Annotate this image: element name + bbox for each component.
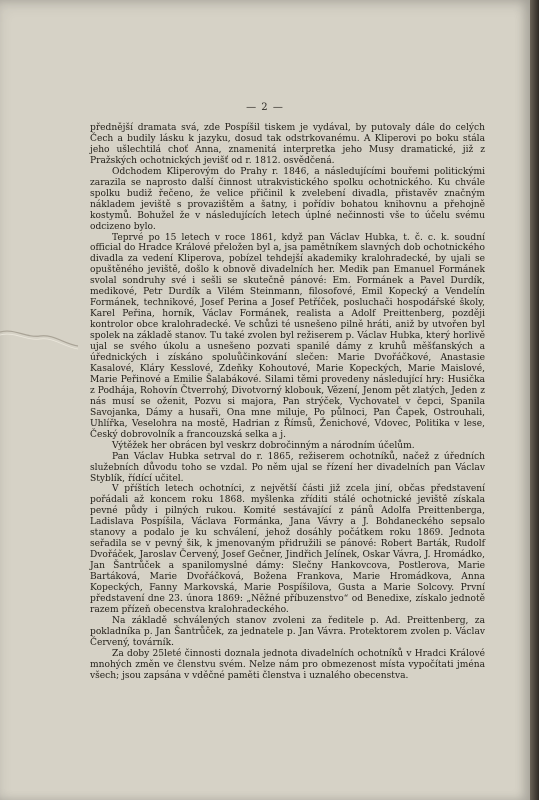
- paragraph: V příštích letech ochotníci, z největší části již zcela jiní, občas představení pořádali až koncem roku 1868. myšlenka zříditi stálé ochotnické jeviště získala pevné půdy i pilných rukou. Komité sestávající z pánů Adolfa Preittenberga, Ladislava Pospíšila, Václava Formánka, Jana Vávry a J. Bohdaneckého sepsalo stanovy a podalo je ku schválení, jehož dosáhly počátkem roku 1869. Jednota seřadila se v pevný šik, k jmenovaným přidružili se pánové: Robert Barták, Rudolf Dvořáček, Jaroslav Červený, Josef Gečner, Jindřich Jelínek, Oskar Vávra, J. Hromádko, Jan Šantrůček a spanilomyslné dámy: Slečny Hankovcova, Postlerova, Marie Bartáková, Marie Dvořáčková, Božena Frankova, Marie Hromádkova, Anna Kopeckých, Fanny Markovská, Marie Pospíšilova, Gusta a Marie Solcovy. První představení dne 23. února 1869: „Něžné příbuzenstvo“ od Benedixe, získalo jednotě razem přízeň obecenstva kralohradeckého.: [90, 484, 485, 615]
- paragraph: Odchodem Kliperovým do Prahy r. 1846, a následujícími bouřemi politickými zarazila se naprosto další činnost utrakvistického spolku ochotnického. Ku chvále spolku budiž řečeno, že velice přičinil k zvelebení divadla, přistavěv značným nákladem jeviště s provazištěm a šatny, i pořídiv bohatou knihovnu a přehojně kostymů. Bohužel že v následujících letech úplné nečinnosti vše to účelu svému odcizeno bylo.: [90, 166, 485, 232]
- paragraph: Výtěžek her obrácen byl veskrz dobročinným a národním účelům.: [112, 440, 415, 451]
- paragraph: Na základě schválených stanov zvoleni za ředitele p. Ad. Preittenberg, za pokladníka p. Jan Šantrůček, za jednatele p. Jan Vávra. Protektorem zvolen p. Václav Červený, továrník.: [90, 615, 485, 648]
- paragraph: Za doby 25leté činnosti doznala jednota divadelních ochotníků v Hradci Králové mnohých změn ve členstvu svém. Nelze nám pro obmezenost místa vypočítati jména všech; jsou zapsána v vděčné paměti členstva i uznalého obecenstva.: [90, 648, 485, 681]
- paragraph: Teprvé po 15 letech v roce 1861, když pan Václav Hubka, t. č. c. k. soudní official do Hradce Králové přeložen byl a, jsa pamětníkem slavných dob ochotnického divadla za vedení Kliperova, pobízel tehdejší akademiky kralohradecké, by ujali se opuštěného jeviště, došlo k obnově divadelních her. Medik pan Emanuel Formánek svolal sondruhy své i sešli se skutečně pánové: Em. Formánek a Pavel Durdík, medikové, Petr Durdík a Vilém Steinmann, filosofové, Emil Kopecký a Vendelín Formánek, technikové, Josef Perina a Josef Petříček, posluchači hospodářské školy, Karel Peřina, horník, Václav Formánek, realista a Adolf Preittenberg, později kontrolor obce kralohradecké. Ve schůzi té usnešeno pilně hráti, aniž by utvořen byl spolek na základě stanov. Tu také zvolen byl režiserem p. Václav Hubka, který horlivě ujal se svého úkolu a usnešeno pozvati spanilé dámy z kruhů měšťanských a úřednických i získáno spoluůčinkování slečen: Marie Dvořáčkové, Anastasie Kasalové, Kláry Kesslové, Zdeňky Kohoutové, Marie Kopeckých, Marie Maislové, Marie Peřinové a Emilie Šalabákové. Silami těmi provedeny následující hry: Husička z Podhája, Rohovín Čtverrohý, Divotvorný klobouk, Vězení, Jenom pět zlatých, Jeden z nás musí se oženit, Pozvu si majora, Pan strýček, Vychovatel v čepci, Spanila Savojanka, Dámy a husaři, Ona mne miluje, Po půlnoci, Pan Čapek, Ostrouhali, Uhlířka, Veselohra na mostě, Hadrian z Římsů, Ženichové, Vdovec, Politika v lese, Český dobrovolník a francouzská selka a j.: [90, 232, 485, 440]
- paper-tear: [0, 318, 80, 358]
- paragraph: přednější dramata svá, zde Pospíšil tiskem je vydával, by putovaly dále do celých Čech a budily lásku k jazyku, dosud tak odstrkovanému. A Kliperovi po boku stála jeho ušlechtilá choť Anna, znamenitá interpretka jeho Musy dramatické, již z Pražských ochotnických jevišť od r. 1812. osvědčená.: [90, 123, 485, 166]
- paragraph: Pan Václav Hubka setrval do r. 1865, režiserem ochotníků, načež z úředních služebních důvodu toho se vzdal. Po něm ujal se řízení her divadelních pan Václav Styblík, řídící učitel.: [90, 451, 485, 484]
- page-number: — 2 —: [246, 102, 284, 113]
- body-text: [90, 123, 485, 682]
- page-edge-shadow: [530, 0, 539, 800]
